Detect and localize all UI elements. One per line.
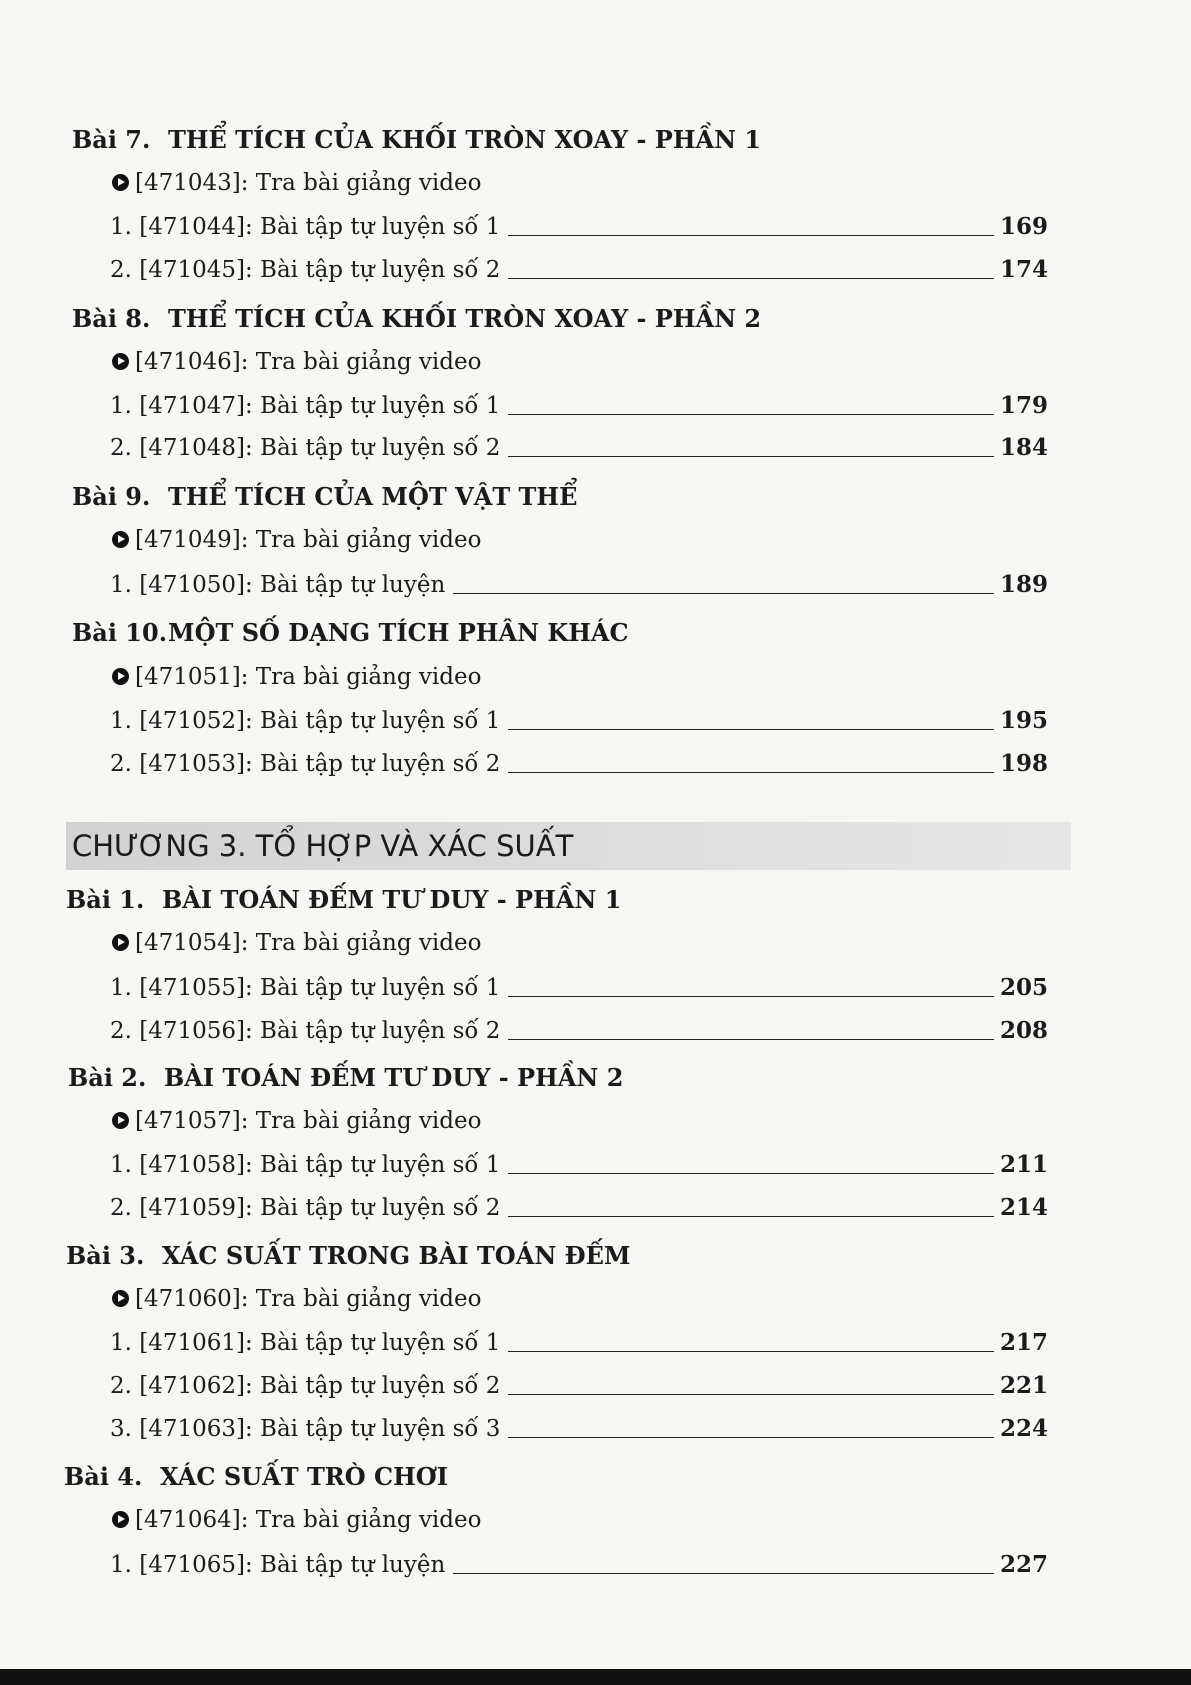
- exercise-label: 1. [471058]: Bài tập tự luyện số 1: [110, 1152, 501, 1178]
- play-circle-icon: [112, 531, 129, 548]
- page-number: 179: [1000, 392, 1049, 419]
- chapter-heading: CHƯƠNG 3. TỔ HỢP VÀ XÁC SUẤT: [66, 822, 1071, 870]
- page-number: 169: [1000, 213, 1049, 240]
- exercise-entry: [110, 1551, 1049, 1578]
- leader-line: [453, 1573, 994, 1574]
- exercise-label: 1. [471052]: Bài tập tự luyện số 1: [110, 708, 501, 734]
- exercise-label: 1. [471065]: Bài tập tự luyện: [110, 1552, 446, 1578]
- play-circle-icon: [112, 668, 129, 685]
- lesson-heading: [72, 304, 761, 333]
- exercise-entry: [110, 750, 1049, 777]
- leader-line: [508, 1173, 994, 1174]
- play-circle-icon: [112, 1511, 129, 1528]
- leader-line: [508, 772, 994, 773]
- leader-line: [508, 1394, 994, 1395]
- lesson-heading: [66, 885, 621, 914]
- lesson-number: Bài 10.: [72, 618, 168, 647]
- page-number: 217: [1000, 1329, 1049, 1356]
- leader-line: [508, 1216, 994, 1217]
- video-entry-label: [471043]: Tra bài giảng video: [135, 170, 482, 196]
- video-entry: [112, 1108, 481, 1134]
- page-number: 214: [1000, 1194, 1049, 1221]
- lesson-number: Bài 9.: [72, 482, 151, 511]
- lesson-title: THỂ TÍCH CỦA KHỐI TRÒN XOAY - PHẦN 1: [168, 125, 762, 154]
- leader-line: [508, 729, 994, 730]
- play-circle-icon: [112, 1112, 129, 1129]
- page-number: 198: [1000, 750, 1049, 777]
- video-entry-label: [471054]: Tra bài giảng video: [135, 930, 482, 956]
- exercise-label: 2. [471059]: Bài tập tự luyện số 2: [110, 1195, 501, 1221]
- video-entry-label: [471057]: Tra bài giảng video: [135, 1108, 482, 1134]
- exercise-entry: [110, 974, 1049, 1001]
- exercise-label: 1. [471047]: Bài tập tự luyện số 1: [110, 393, 501, 419]
- leader-line: [508, 414, 994, 415]
- video-entry: [112, 664, 481, 690]
- exercise-entry: [110, 256, 1049, 283]
- leader-line: [508, 1437, 994, 1438]
- exercise-label: 2. [471053]: Bài tập tự luyện số 2: [110, 751, 501, 777]
- lesson-number: Bài 2.: [68, 1063, 147, 1092]
- video-entry-label: [471051]: Tra bài giảng video: [135, 664, 482, 690]
- exercise-entry: [110, 213, 1049, 240]
- lesson-number: Bài 4.: [64, 1462, 143, 1491]
- exercise-entry: [110, 1329, 1049, 1356]
- lesson-title: XÁC SUẤT TRÒ CHƠI: [160, 1462, 448, 1491]
- exercise-label: 1. [471055]: Bài tập tự luyện số 1: [110, 975, 501, 1001]
- page-number: 205: [1000, 974, 1049, 1001]
- lesson-title: BÀI TOÁN ĐẾM TƯ DUY - PHẦN 1: [162, 885, 622, 914]
- exercise-entry: [110, 1017, 1049, 1044]
- page-number: 221: [1000, 1372, 1049, 1399]
- exercise-entry: [110, 392, 1049, 419]
- lesson-number: Bài 1.: [66, 885, 145, 914]
- exercise-label: 1. [471061]: Bài tập tự luyện số 1: [110, 1330, 501, 1356]
- exercise-label: 1. [471044]: Bài tập tự luyện số 1: [110, 214, 501, 240]
- lesson-title: BÀI TOÁN ĐẾM TƯ DUY - PHẦN 2: [164, 1063, 624, 1092]
- lesson-title: XÁC SUẤT TRONG BÀI TOÁN ĐẾM: [162, 1241, 631, 1270]
- play-circle-icon: [112, 1290, 129, 1307]
- page-number: 208: [1000, 1017, 1049, 1044]
- bottom-edge-bar: [0, 1669, 1191, 1685]
- play-circle-icon: [112, 934, 129, 951]
- exercise-label: 1. [471050]: Bài tập tự luyện: [110, 572, 446, 598]
- exercise-entry: [110, 571, 1049, 598]
- exercise-entry: [110, 1151, 1049, 1178]
- lesson-number: Bài 3.: [66, 1241, 145, 1270]
- video-entry: [112, 170, 481, 196]
- lesson-title: THỂ TÍCH CỦA KHỐI TRÒN XOAY - PHẦN 2: [168, 304, 762, 333]
- exercise-label: 2. [471045]: Bài tập tự luyện số 2: [110, 257, 501, 283]
- leader-line: [453, 593, 994, 594]
- leader-line: [508, 996, 994, 997]
- play-circle-icon: [112, 353, 129, 370]
- play-circle-icon: [112, 174, 129, 191]
- leader-line: [508, 235, 994, 236]
- leader-line: [508, 1039, 994, 1040]
- video-entry-label: [471046]: Tra bài giảng video: [135, 349, 482, 375]
- video-entry: [112, 527, 481, 553]
- exercise-entry: [110, 1372, 1049, 1399]
- video-entry: [112, 930, 481, 956]
- lesson-number: Bài 7.: [72, 125, 151, 154]
- exercise-label: 3. [471063]: Bài tập tự luyện số 3: [110, 1416, 501, 1442]
- leader-line: [508, 1351, 994, 1352]
- page-number: 224: [1000, 1415, 1049, 1442]
- lesson-heading: [68, 1063, 623, 1092]
- page-number: 211: [1000, 1151, 1049, 1178]
- lesson-number: Bài 8.: [72, 304, 151, 333]
- exercise-entry: [110, 1194, 1049, 1221]
- lesson-title: THỂ TÍCH CỦA MỘT VẬT THỂ: [168, 482, 578, 511]
- page-number: 227: [1000, 1551, 1049, 1578]
- exercise-entry: [110, 707, 1049, 734]
- video-entry-label: [471064]: Tra bài giảng video: [135, 1507, 482, 1533]
- lesson-heading: [64, 1462, 448, 1491]
- lesson-heading: [72, 482, 577, 511]
- video-entry: [112, 1507, 481, 1533]
- exercise-label: 2. [471056]: Bài tập tự luyện số 2: [110, 1018, 501, 1044]
- video-entry-label: [471049]: Tra bài giảng video: [135, 527, 482, 553]
- lesson-heading: [66, 1241, 630, 1270]
- page-number: 174: [1000, 256, 1049, 283]
- page-number: 184: [1000, 434, 1049, 461]
- exercise-label: 2. [471062]: Bài tập tự luyện số 2: [110, 1373, 501, 1399]
- leader-line: [508, 456, 994, 457]
- leader-line: [508, 278, 994, 279]
- lesson-heading: [72, 618, 629, 647]
- video-entry: [112, 1286, 481, 1312]
- lesson-title: MỘT SỐ DẠNG TÍCH PHÂN KHÁC: [168, 618, 629, 647]
- page-number: 195: [1000, 707, 1049, 734]
- exercise-entry: [110, 1415, 1049, 1442]
- exercise-label: 2. [471048]: Bài tập tự luyện số 2: [110, 435, 501, 461]
- exercise-entry: [110, 434, 1049, 461]
- page-number: 189: [1000, 571, 1049, 598]
- video-entry: [112, 349, 481, 375]
- lesson-heading: [72, 125, 761, 154]
- video-entry-label: [471060]: Tra bài giảng video: [135, 1286, 482, 1312]
